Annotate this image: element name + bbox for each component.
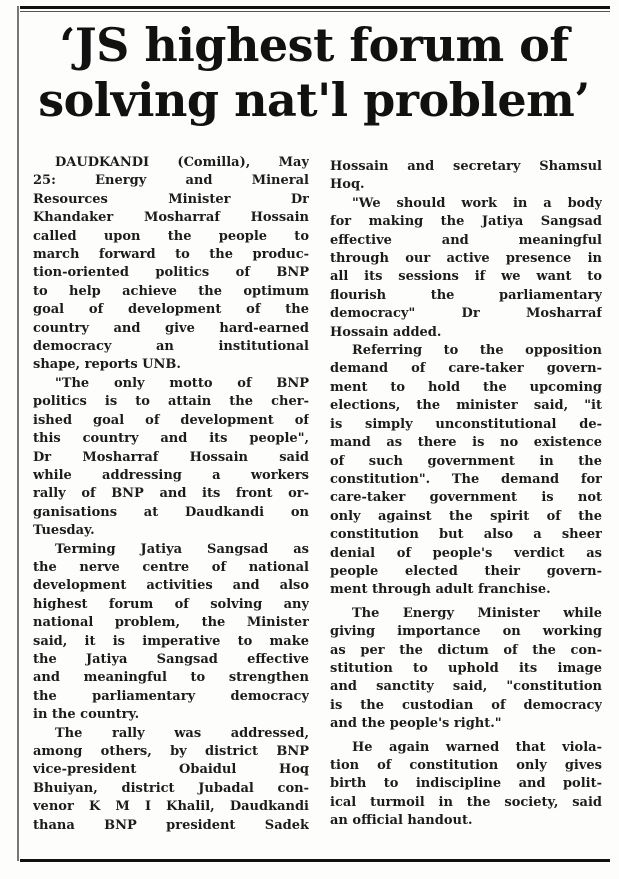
- text-line: for making the Jatiya Sangsad: [330, 214, 602, 230]
- text-line: thana BNP president Sadek: [33, 817, 309, 833]
- text-line: The Energy Minister while: [352, 605, 602, 621]
- headline-line-1: ‘JS highest forum of: [59, 18, 569, 72]
- text-line: DAUDKANDI (Comilla), May: [55, 155, 309, 170]
- text-line: constitution but also a sheer: [330, 527, 602, 543]
- text-line: rally of BNP and its front or-: [33, 486, 309, 502]
- left-edge-line: [17, 6, 19, 861]
- text-line: "The only motto of BNP: [55, 375, 309, 391]
- text-line: effective and meaningful: [330, 232, 602, 248]
- text-line: shape, reports UNB.: [33, 357, 181, 373]
- text-line: constitution". The demand for: [330, 471, 602, 487]
- text-line: only against the spirit of the: [330, 508, 602, 524]
- text-line: ical turmoil in the society, said: [330, 794, 602, 810]
- text-line: venor K M I Khalil, Daudkandi: [33, 799, 309, 815]
- text-line: the Jatiya Sangsad effective: [33, 651, 309, 667]
- article-column-right: [330, 158, 602, 831]
- text-line: through our active presence in: [330, 251, 602, 267]
- text-line: the nerve centre of national: [33, 559, 309, 575]
- top-rule-thin: [20, 11, 610, 12]
- text-line: this country and its people",: [33, 431, 309, 447]
- text-line: He again warned that viola-: [352, 739, 602, 755]
- text-line: vice-president Obaidul Hoq: [33, 762, 309, 778]
- text-line: country and give hard-earned: [33, 320, 309, 336]
- headline-line-2: solving nat'l problem’: [38, 73, 590, 127]
- text-line: democracy an institutional: [33, 339, 309, 355]
- text-line: Khandaker Mosharraf Hossain: [33, 210, 309, 226]
- text-line: the parliamentary democracy: [33, 688, 309, 704]
- text-line: ment through adult franchise.: [330, 582, 551, 598]
- text-line: politics is to attain the cher-: [33, 394, 309, 410]
- text-line: Terming Jatiya Sangsad as: [55, 541, 309, 557]
- text-line: Hossain added.: [330, 324, 442, 340]
- text-line: march forward to the produc-: [33, 247, 309, 263]
- text-line: ment to hold the upcoming: [330, 379, 602, 395]
- text-line: to help achieve the optimum: [33, 283, 309, 299]
- text-line: tion-oriented politics of BNP: [33, 265, 309, 281]
- text-line: an official handout.: [330, 813, 473, 829]
- text-line: democracy" Dr Mosharraf: [330, 306, 602, 322]
- text-line: tion of constitution only gives: [330, 758, 602, 773]
- top-rule: [20, 6, 610, 9]
- text-line: stitution to uphold its image: [330, 660, 602, 676]
- text-line: Resources Minister Dr: [33, 191, 309, 207]
- text-line: and meaningful to strengthen: [33, 670, 309, 686]
- text-line: care-taker government is not: [330, 490, 602, 506]
- text-line: ished goal of development of: [33, 412, 309, 428]
- text-line: is simply unconstitutional de-: [330, 416, 602, 432]
- text-line: as per the dictum of the con-: [330, 642, 602, 658]
- text-line: mand as there is no existence: [330, 435, 602, 451]
- text-line: Hossain and secretary Shamsul: [330, 159, 602, 174]
- headline: [24, 18, 604, 128]
- text-line: among others, by district BNP: [33, 744, 309, 759]
- text-line: flourish the parliamentary: [330, 287, 602, 303]
- text-line: Hoq.: [330, 177, 365, 193]
- text-line: national problem, the Minister: [33, 615, 309, 631]
- text-line: "We should work in a body: [352, 195, 602, 211]
- text-line: said, it is imperative to make: [33, 633, 309, 649]
- text-line: highest forum of solving any: [33, 596, 309, 612]
- text-line: all its sessions if we want to: [330, 269, 602, 285]
- text-line: elections, the minister said, "it: [330, 398, 602, 414]
- text-line: ganisations at Daudkandi on: [33, 504, 309, 520]
- text-line: is the custodian of democracy: [330, 697, 602, 713]
- text-line: goal of development of the: [33, 302, 309, 318]
- text-line: giving importance on working: [330, 624, 602, 640]
- text-line: Dr Mosharraf Hossain said: [33, 449, 309, 465]
- bottom-rule: [20, 859, 610, 862]
- article-column-left: [33, 154, 309, 835]
- text-line: denial of people's verdict as: [330, 545, 602, 561]
- text-line: and sanctity said, "constitution: [330, 679, 602, 695]
- text-line: Referring to the opposition: [352, 343, 602, 359]
- text-line: while addressing a workers: [33, 467, 309, 483]
- text-line: The rally was addressed,: [55, 725, 309, 741]
- text-line: people elected their govern-: [330, 563, 602, 579]
- text-line: demand of care-taker govern-: [330, 361, 602, 377]
- text-line: called upon the people to: [33, 228, 309, 244]
- text-line: development activities and also: [33, 578, 309, 594]
- text-line: birth to indiscipline and polit-: [330, 776, 602, 792]
- text-line: of such government in the: [330, 453, 602, 469]
- text-line: Bhuiyan, district Jubadal con-: [33, 780, 309, 796]
- text-line: and the people's right.": [330, 716, 502, 732]
- text-line: 25: Energy and Mineral: [33, 173, 309, 189]
- text-line: in the country.: [33, 707, 140, 723]
- text-line: Tuesday.: [33, 523, 95, 539]
